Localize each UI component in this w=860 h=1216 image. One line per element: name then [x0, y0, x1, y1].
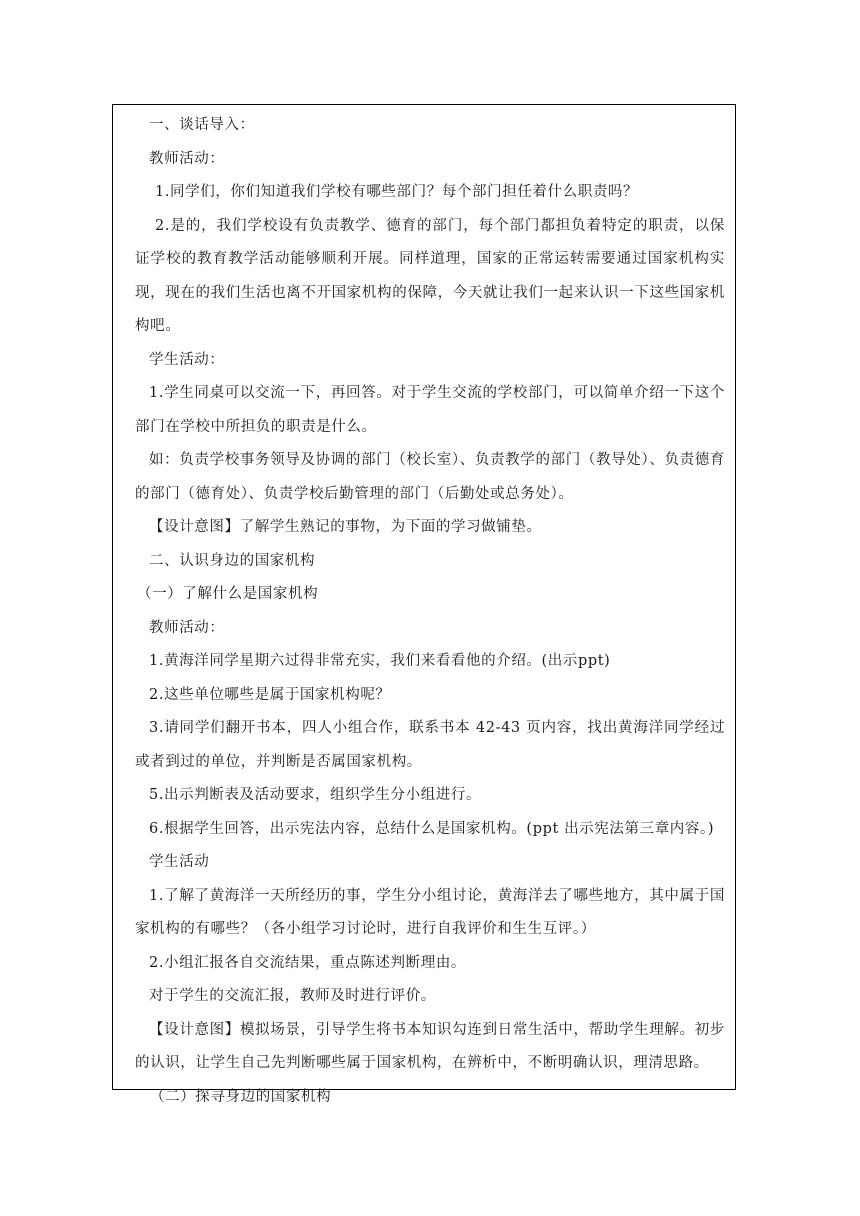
- paragraph: 如：负责学校事务领导及协调的部门（校长室）、负责教学的部门（教导处）、负责德育的部门（德育处）、负责学校后勤管理的部门（后勤处或总务处）。: [135, 452, 725, 502]
- section-heading-intro: 一、谈话导入：: [149, 117, 255, 133]
- paragraph: 5.出示判断表及活动要求，组织学生分小组进行。: [149, 787, 482, 803]
- section-heading-institutions: 二、认识身边的国家机构: [149, 552, 316, 569]
- paragraph: 2.这些单位哪些是属于国家机构呢？: [149, 686, 391, 703]
- paragraph: 1.了解了黄海洋一天所经历的事，学生分小组讨论，黄海洋去了哪些地方，其中属于国家机构的有哪些？（各小组学习讨论时，进行自我评价和生生互评。）: [135, 887, 725, 937]
- design-intent: 【设计意图】了解学生熟记的事物，为下面的学习做铺垫。: [149, 519, 542, 535]
- paragraph: 6.根据学生回答，出示宪法内容，总结什么是国家机构。(ppt 出示宪法第三章内容。): [149, 820, 715, 837]
- paragraph: 1.同学们，你们知道我们学校有哪些部门？每个部门担任着什么职责吗？: [155, 184, 639, 200]
- lesson-plan-content: [135, 109, 725, 1114]
- teacher-activity-label: 教师活动：: [149, 150, 225, 167]
- student-activity-label: 学生活动：: [149, 351, 225, 368]
- subsection-heading: （二）探寻身边的国家机构: [150, 1088, 332, 1105]
- design-intent: 【设计意图】模拟场景，引导学生将书本知识勾连到日常生活中，帮助学生理解。初步的认识，让学生自己先判断哪些属于国家机构，在辨析中，不断明确认识，理清思路。: [135, 1021, 725, 1071]
- paragraph: 3.请同学们翻开书本，四人小组合作，联系书本 42-43 页内容，找出黄海洋同学经过或者到过的单位，并判断是否属国家机构。: [135, 720, 725, 770]
- student-activity-label: 学生活动: [149, 854, 210, 870]
- paragraph: 对于学生的交流汇报，教师及时进行评价。: [149, 988, 436, 1004]
- teacher-activity-label: 教师活动：: [149, 619, 225, 636]
- subsection-heading: （一）了解什么是国家机构: [137, 586, 319, 602]
- paragraph: 1.学生同桌可以交流一下，再回答。对于学生交流的学校部门，可以简单介绍一下这个部门在学校中所担负的职责是什么。: [135, 385, 725, 435]
- paragraph: 2.小组汇报各自交流结果，重点陈述判断理由。: [149, 954, 467, 971]
- paragraph: 2.是的，我们学校设有负责教学、德育的部门，每个部门都担负着特定的职责，以保证学校的教育教学活动能够顺利开展。同样道理，国家的正常运转需要通过国家机构实现，现在的我们生活也离不开国家机构的保障，今天就让我们一起来认识一下这些国家机构吧。: [135, 217, 725, 334]
- paragraph: 1.黄海洋同学星期六过得非常充实，我们来看看他的介绍。(出示ppt): [149, 653, 611, 669]
